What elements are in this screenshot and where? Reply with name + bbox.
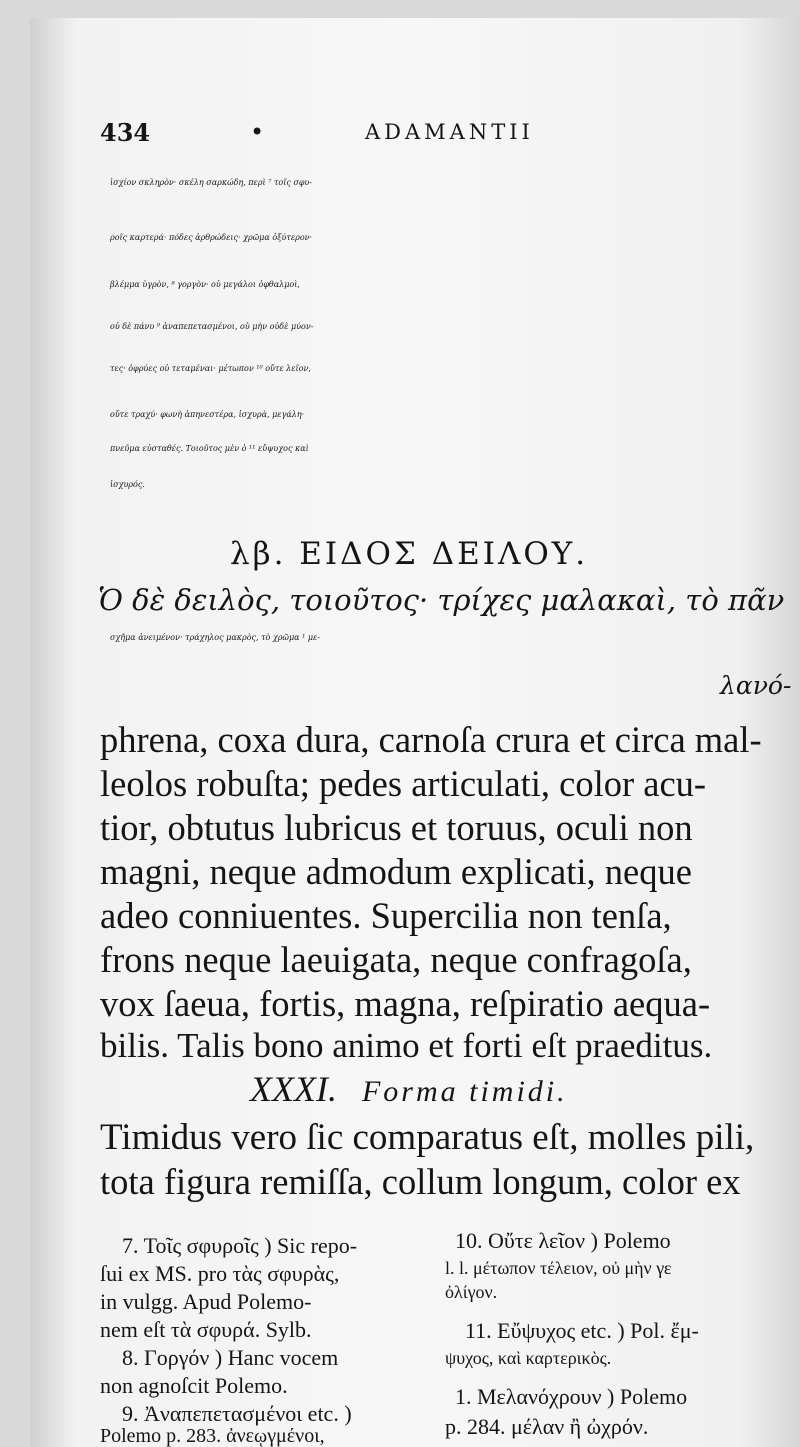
footnote-line: 8. Γοργόν ) Hanc vocem (122, 1345, 339, 1370)
footnote-line: 10. Οὔτε λεῖον ) Polemo (455, 1228, 671, 1253)
latin-line: leolos robuſta; pedes articulati, color acu- (100, 763, 707, 804)
greek-line: ἰσχίον σκληρὸν· σκέλη σαρκώδη, περὶ ⁷ τοῖς σφυ- (110, 178, 312, 187)
page-number: 434 (100, 118, 151, 147)
footnote-line: ſui ex MS. pro τὰς σφυρὰς, (100, 1261, 340, 1286)
latin-line: bilis. Talis bono animo et forti eſt praeditus. (100, 1026, 713, 1065)
greek-line: τες· ὀφρύες οὐ τεταμέναι· μέτωπον ¹⁰ οὔτε λεῖον, (110, 364, 311, 373)
footnote-line: p. 284. μέλαν ἢ ὠχρόν. (445, 1414, 649, 1439)
latin-line: frons neque laeuigata, neque confragoſa, (100, 939, 692, 980)
footnote-line: Polemo p. 283. ἀνεῳγμένοι, (100, 1425, 325, 1447)
footnote-line: 11. Εὔψυχος etc. ) Pol. ἔμ- (465, 1318, 699, 1343)
section-numeral: XXXI. (250, 1069, 337, 1109)
greek-line: οὔτε τραχύ· φωνὴ ἀπηνεστέρα, ἰσχυρὰ, μεγάλη· (110, 410, 305, 419)
greek-section-heading: λβ. ΕΙΔΟΣ ΔΕΙΛΟΥ. (230, 536, 589, 572)
footnote-line: 7. Τοῖς σφυροῖς ) Sic repo- (122, 1233, 358, 1258)
footnote-line: l. l. μέτωπον τέλειον, οὐ μὴν γε (445, 1258, 672, 1278)
footnote-line: 1. Μελανόχρουν ) Polemo (455, 1384, 688, 1409)
footnote-line: nem eſt τὰ σφυρά. Sylb. (100, 1317, 312, 1342)
greek-line: Ὁ δὲ δειλὸς, τοιοῦτος· τρίχες μαλακαὶ, τὸ πᾶν (98, 583, 785, 617)
running-title: ADAMANTII (365, 120, 534, 144)
latin-line: vox ſaeua, fortis, magna, reſpiratio aequa- (100, 983, 711, 1024)
greek-line: σχῆμα ἀνειμένον· τράχηλος μακρὸς, τὸ χρῶμα ¹ με- (110, 633, 321, 642)
latin-line: magni, neque admodum explicati, neque (100, 851, 692, 892)
greek-line: ροῖς καρτερά· πόδες ἀρθρώδεις· χρῶμα ὀξύτερον· (110, 233, 313, 242)
section-title: Forma timidi. (361, 1075, 568, 1108)
book-page (30, 18, 800, 1447)
greek-line: πνεῦμα εὐσταθές. Τοιοῦτος μὲν ὁ ¹¹ εὔψυχος καὶ (110, 444, 309, 453)
greek-line: βλέμμα ὑγρὸν, ⁸ γοργὸν· οὐ μεγάλοι ὀφθαλμοὶ, (110, 280, 300, 289)
latin-line: adeo conniuentes. Supercilia non tenſa, (100, 895, 672, 936)
latin-line: tota figura remiſſa, collum longum, color ex (100, 1161, 741, 1202)
latin-section-heading (250, 1068, 568, 1110)
header-bullet: • (250, 118, 265, 146)
latin-line: phrena, coxa dura, carnoſa crura et circa mal- (100, 719, 762, 760)
footnote-line: 9. Ἀναπεπετασμένοι etc. ) (122, 1401, 352, 1426)
footnote-line: ψυχος, καὶ καρτερικὸς. (445, 1348, 612, 1368)
footnote-line: in vulgg. Apud Polemo- (100, 1289, 312, 1314)
latin-line: tior, obtutus lubricus et toruus, oculi non (100, 807, 693, 848)
greek-line: ἰσχυρός. (110, 480, 145, 489)
greek-line-catchword: λανό- (720, 671, 792, 700)
greek-line: οὐ δὲ πάνυ ⁹ ἀναπεπετασμένοι, οὐ μὴν οὐδὲ μύον- (110, 322, 314, 331)
footnote-line: ὀλίγον. (445, 1282, 498, 1302)
footnote-line: non agnoſcit Polemo. (100, 1373, 288, 1398)
running-header (100, 118, 790, 158)
latin-line: Timidus vero ſic comparatus eſt, molles pili, (100, 1117, 755, 1158)
